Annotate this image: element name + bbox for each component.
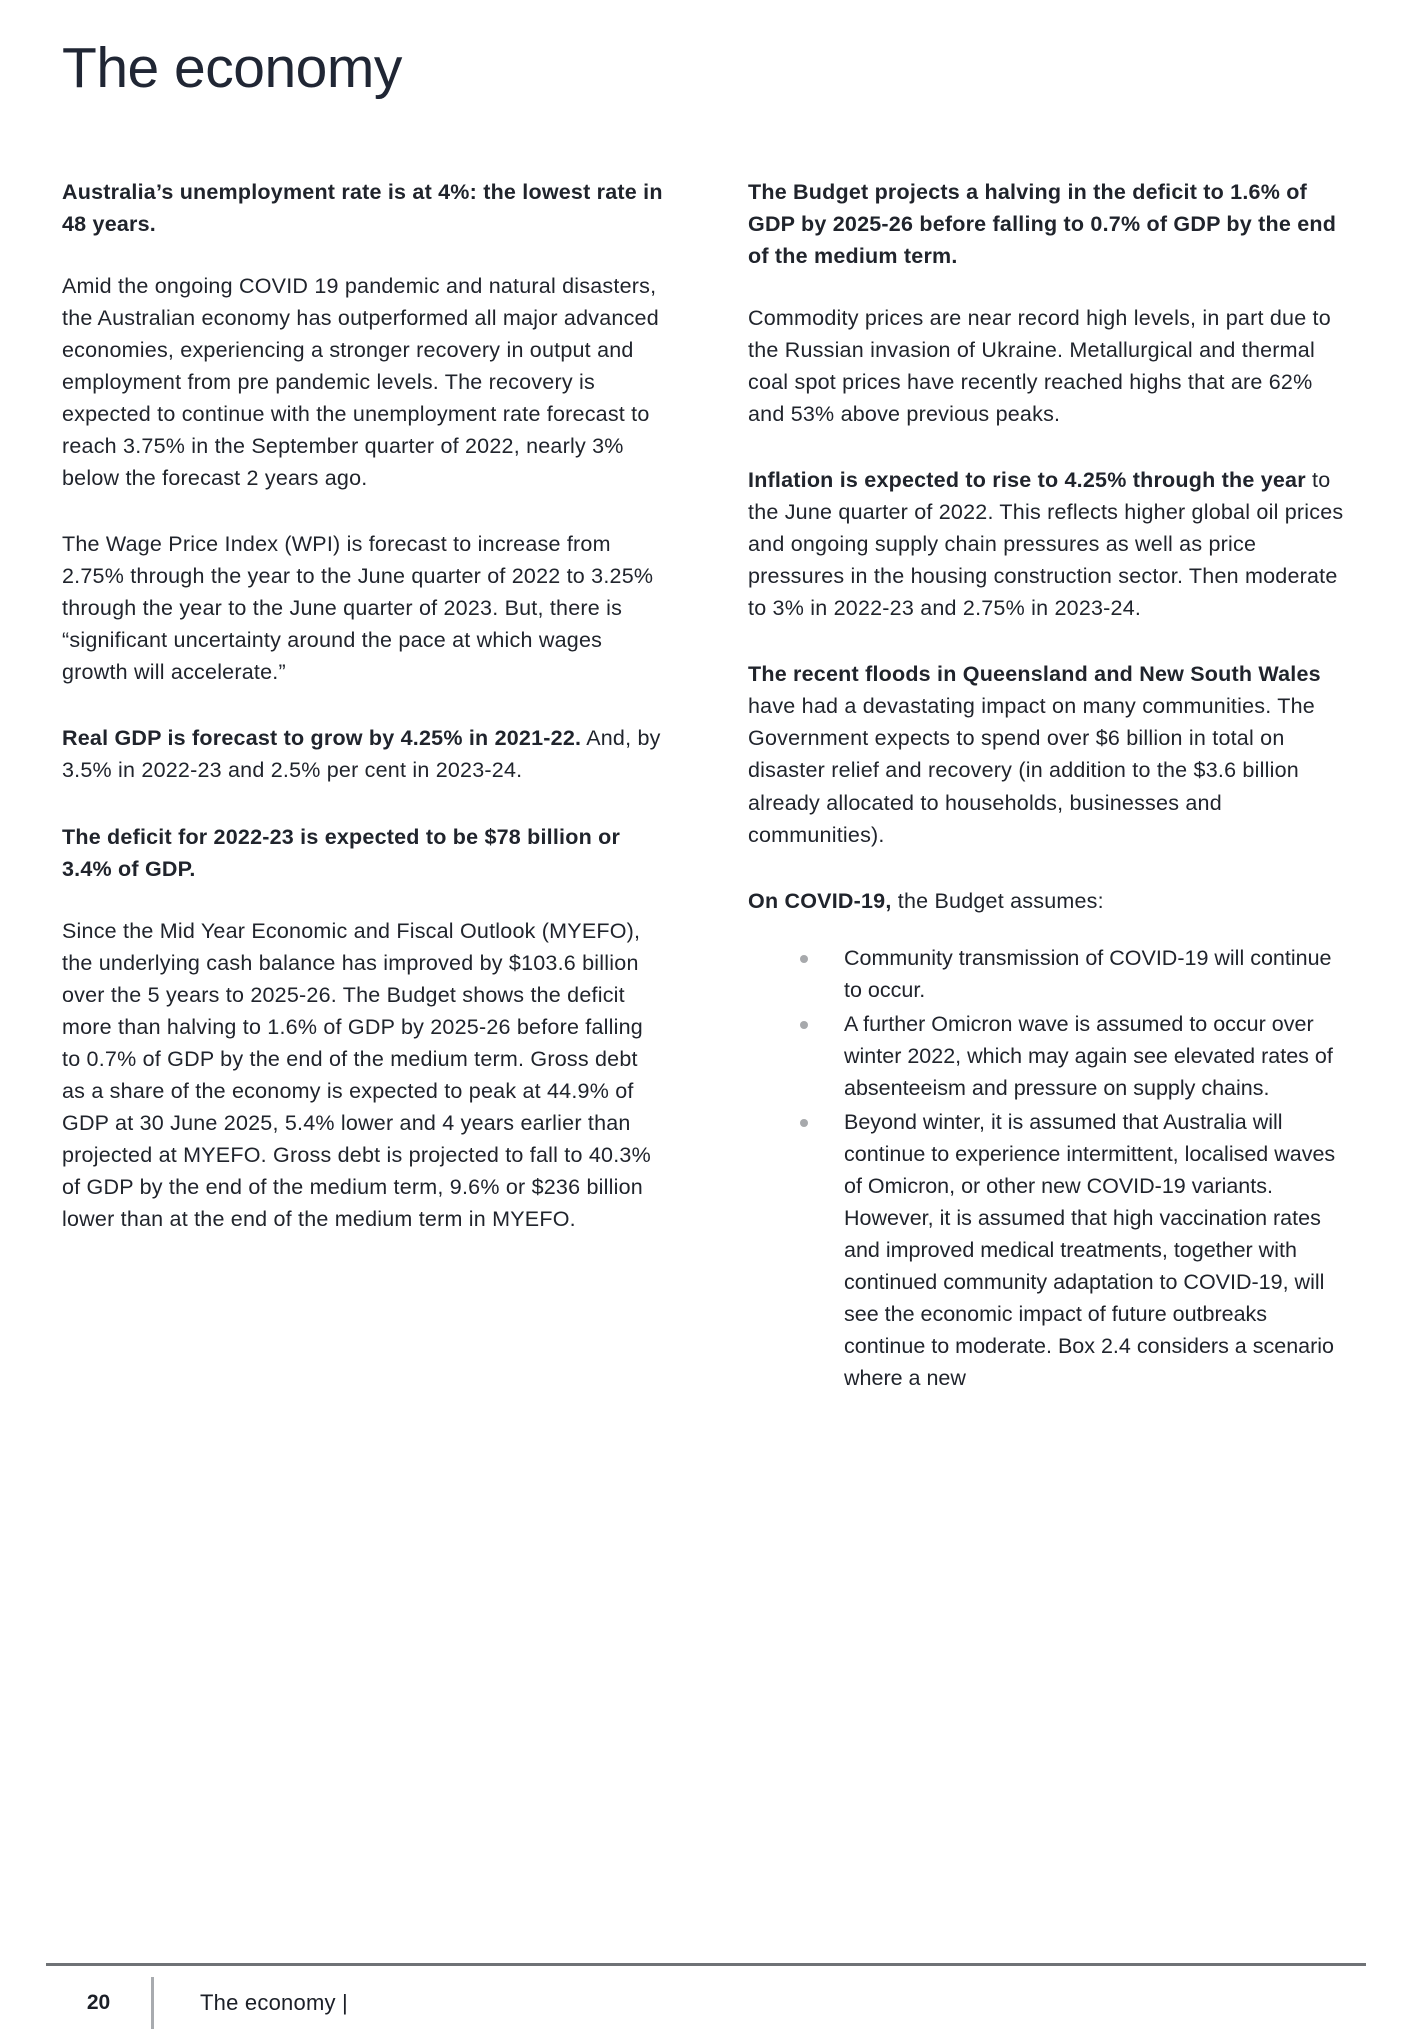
list-item-text: A further Omicron wave is assumed to occur over winter 2022, which may again see elevated rates of absenteeism and pressure on supply chains. (844, 1011, 1333, 1100)
list-item-text: Beyond winter, it is assumed that Australia will continue to experience intermittent, localised waves of Omicron, or other new COVID-19 variants. However, it is assumed that high vaccination rates and improved medical treatments, together with continued community adaptation to COVID-19, will see the economic impact of future outbreaks continue to moderate. Box 2.4 considers a scenario where a new (844, 1109, 1336, 1390)
two-column-body (62, 176, 1352, 1396)
right-lead-heading: The Budget projects a halving in the deficit to 1.6% of GDP by 2025-26 before falling to 0.7% of GDP by the end of the medium term. (748, 180, 1337, 269)
right-covid-bold-text: On COVID-19, (748, 888, 892, 913)
footer-page-number: 20 (86, 1991, 111, 2014)
list-item-text: Community transmission of COVID-19 will continue to occur. (844, 945, 1332, 1002)
right-paragraph-floods (748, 658, 1352, 850)
footer-divider-rule (46, 1963, 1366, 1966)
right-column (748, 176, 1352, 1396)
left-paragraph-wpi: The Wage Price Index (WPI) is forecast to increase from 2.75% through the year to the June quarter of 2022 to 3.25% through the year to the June quarter of 2023. But, there is “significant uncertainty around the pace at which wages growth will accelerate.” (62, 532, 654, 685)
left-lead-heading: Australia’s unemployment rate is at 4%: the lowest rate in 48 years. (62, 180, 663, 237)
left-paragraph-gdp (62, 722, 666, 786)
list-item (748, 1008, 1352, 1104)
right-covid-rest-text: the Budget assumes: (891, 888, 1104, 913)
bullet-dot-icon (800, 1119, 808, 1127)
footer-section-label: The economy | (200, 1990, 348, 2015)
right-paragraph-covid-intro (748, 885, 1352, 917)
left-paragraph-unemployment: Amid the ongoing COVID 19 pandemic and natural disasters, the Australian economy has outperformed all major advanced economies, experiencing a stronger recovery in output and employment from pre pandemic levels. The recovery is expected to continue with the unemployment rate forecast to reach 3.75% in the September quarter of 2022, nearly 3% below the forecast 2 years ago. (62, 274, 659, 491)
right-inflation-bold-text: Inflation is expected to rise to 4.25% through the year (748, 468, 1306, 493)
bullet-dot-icon (800, 1021, 808, 1029)
left-deficit-heading: The deficit for 2022-23 is expected to be $78 billion or 3.4% of GDP. (62, 824, 621, 881)
left-gdp-rest-text: And, by 3.5% in 2022-23 and 2.5% per cent in 2023-24. (62, 726, 661, 783)
left-column (62, 176, 666, 1396)
right-floods-rest-text: have had a devastating impact on many communities. The Government expects to spend over $6 billion in total on disaster relief and recovery (in addition to the $3.6 billion already allocated to households, businesses and communities). (748, 694, 1315, 847)
footer-vertical-divider (151, 1977, 154, 2029)
page-footer (46, 1975, 1366, 2031)
left-gdp-bold-text: Real GDP is forecast to grow by 4.25% in 2021-22. (62, 726, 582, 751)
right-inflation-rest-text: to the June quarter of 2022. This reflects higher global oil prices and ongoing supply chain pressures as well as price pressures in the housing construction sector. Then moderate to 3% in 2022-23 and 2.75% in 2023-24. (748, 468, 1344, 621)
list-item (748, 942, 1352, 1006)
bullet-dot-icon (800, 955, 808, 963)
right-paragraph-inflation (748, 464, 1352, 624)
covid-assumptions-list (748, 942, 1352, 1394)
list-item (748, 1106, 1352, 1394)
left-paragraph-myefo: Since the Mid Year Economic and Fiscal Outlook (MYEFO), the underlying cash balance has improved by $103.6 billion over the 5 years to 2025-26. The Budget shows the deficit more than halving to 1.6% of GDP by 2025-26 before falling to 0.7% of GDP by the end of the medium term. Gross debt as a share of the economy is expected to peak at 44.9% of GDP at 30 June 2025, 5.4% lower and 4 years earlier than projected at MYEFO. Gross debt is projected to fall to 40.3% of GDP by the end of the medium term, 9.6% or $236 billion lower than at the end of the medium term in MYEFO. (62, 918, 651, 1231)
right-floods-bold-text: The recent floods in Queensland and New South Wales (748, 662, 1321, 687)
right-paragraph-commodities: Commodity prices are near record high levels, in part due to the Russian invasion of Ukraine. Metallurgical and thermal coal spot prices have recently reached highs that are 62% and 53% above previous peaks. (748, 306, 1331, 427)
page-title: The economy (62, 36, 402, 100)
